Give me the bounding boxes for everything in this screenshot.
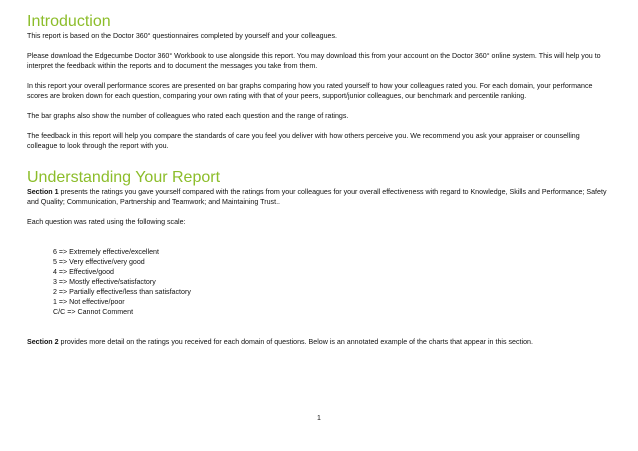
intro-paragraph-3: In this report your overall performance scores are presented on bar graphs comparing how you rated yourself to how your colleagues rated you. For each domain, your performance scores are broken down for each question, comparing your own rating with that of your peers, support/junior colleagues, our benchmark and percentile ranking.: [27, 82, 593, 100]
document-page: [27, 12, 612, 347]
scale-item: 1 => Not effective/poor: [53, 298, 125, 306]
page-number: 1: [317, 415, 321, 422]
section-2-text: provides more detail on the ratings you received for each domain of questions. Below is an annotated example of the charts that appear in this section.: [58, 338, 533, 346]
scale-item: 2 => Partially effective/less than satisfactory: [53, 288, 191, 296]
scale-item: C/C => Cannot Comment: [53, 308, 134, 316]
scale-item: 3 => Mostly effective/satisfactory: [53, 278, 156, 286]
section-1-paragraph: [27, 187, 612, 207]
intro-paragraph-2: Please download the Edgecumbe Doctor 360° Workbook to use alongside this report. You may download this from your account on the Doctor 360° online system. This will help you to interpret the feedback within the reports and to document the messages you take from them.: [27, 52, 601, 70]
understanding-heading: Understanding Your Report: [27, 169, 221, 186]
scale-item: 4 => Effective/good: [53, 268, 114, 276]
rating-scale-list: [53, 247, 612, 317]
section-2-label: Section 2: [27, 338, 59, 346]
section-2-paragraph: [27, 337, 612, 347]
introduction-heading: Introduction: [27, 13, 111, 30]
scale-intro: Each question was rated using the following scale:: [27, 218, 186, 226]
scale-item: 5 => Very effective/very good: [53, 258, 145, 266]
section-1-label: Section 1: [27, 188, 59, 196]
section-1-text: presents the ratings you gave yourself compared with the ratings from your colleagues for your overall effectiveness with regard to Knowledge, Skills and Performance; Safety and Quality; Communication, Partnership and Teamwork; and Maintaining Trust..: [27, 188, 607, 206]
intro-paragraph-4: The bar graphs also show the number of colleagues who rated each question and the range of ratings.: [27, 112, 349, 120]
scale-item: 6 => Extremely effective/excellent: [53, 248, 159, 256]
intro-paragraph-1: This report is based on the Doctor 360° questionnaires completed by yourself and your colleagues.: [27, 32, 338, 40]
intro-paragraph-5: The feedback in this report will help you compare the standards of care you feel you deliver with how others perceive you. We recommend you ask your appraiser or counselling colleague to look through the report with you.: [27, 132, 580, 150]
